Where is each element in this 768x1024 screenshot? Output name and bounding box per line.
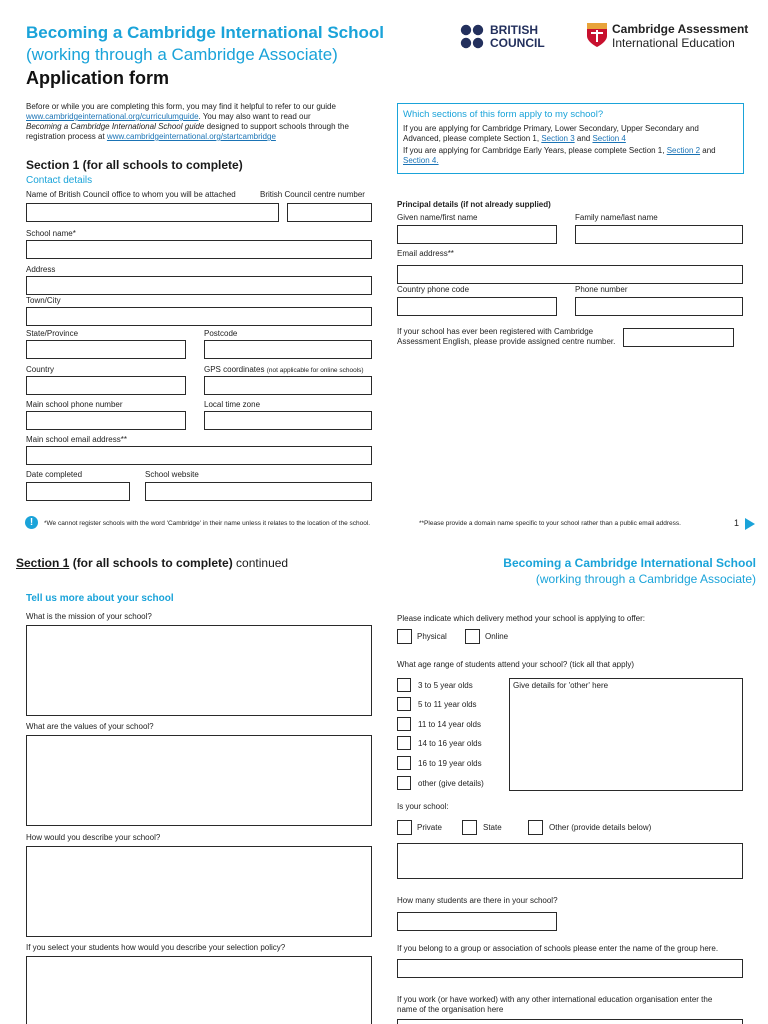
page2-section1-link[interactable]: Section 1 (16, 556, 70, 570)
principal-phone-label: Phone number (575, 285, 628, 294)
form-title: Application form (26, 68, 169, 88)
start-cambridge-link[interactable]: www.cambridgeinternational.org/startcambridge (106, 132, 276, 141)
students-question: How many students are there in your school? (397, 896, 558, 905)
postcode-field[interactable] (204, 340, 372, 359)
phone-field[interactable] (26, 411, 186, 430)
intl-question-2: name of the organisation here (397, 1005, 504, 1014)
gps-field[interactable] (204, 376, 372, 395)
info-box: Which sections of this form apply to my school? If you are applying for Cambridge Primary, Lower Secondary, Upper Secondary and Advanced, please complete Section 1, Section 3 and Section 4 If you are applying for Cambridge Early Years, please complete Section 1, Section 2 and Section 4. (397, 103, 744, 174)
town-field[interactable] (26, 307, 372, 326)
header-title: Becoming a Cambridge International School (26, 23, 384, 42)
principal-email-field[interactable] (397, 265, 743, 284)
given-name-label: Given name/first name (397, 213, 478, 222)
section3-link[interactable]: Section 3 (541, 134, 575, 143)
age-other-checkbox[interactable] (397, 776, 411, 790)
age-11-14-checkbox[interactable] (397, 717, 411, 731)
date-label: Date completed (26, 470, 83, 479)
section2-link[interactable]: Section 2 (666, 146, 701, 155)
info-icon: ! (25, 516, 38, 529)
age-16-19-checkbox[interactable] (397, 756, 411, 770)
other-details-placeholder: Give details for 'other' here (513, 681, 609, 690)
contact-details-heading: Contact details (26, 175, 93, 186)
date-field[interactable] (26, 482, 130, 501)
state-label: State (483, 823, 502, 832)
private-label: Private (417, 823, 442, 832)
bc-logo-line1: BRITISH (490, 23, 538, 37)
school-name-field[interactable] (26, 240, 372, 259)
delivery-question: Please indicate which delivery method your school is applying to offer: (397, 614, 645, 623)
age-other-label: other (give details) (418, 779, 484, 788)
address-label: Address (26, 265, 56, 274)
principal-phone-field[interactable] (575, 297, 743, 316)
other-details-field[interactable] (509, 678, 743, 791)
tell-us-heading: Tell us more about your school (26, 593, 174, 604)
private-checkbox[interactable] (397, 820, 412, 835)
cam-logo-line1: Cambridge Assessment (612, 22, 749, 36)
age-14-16-checkbox[interactable] (397, 736, 411, 750)
age-5-11-label: 5 to 11 year olds (418, 700, 477, 709)
state-label: State/Province (26, 329, 79, 338)
cam-eng-centre-field[interactable] (623, 328, 734, 347)
page2-header-subtitle: (working through a Cambridge Associate) (535, 572, 756, 586)
age-3-5-checkbox[interactable] (397, 678, 411, 692)
website-field[interactable] (145, 482, 372, 501)
address-field[interactable] (26, 276, 372, 295)
intl-field[interactable] (397, 1019, 743, 1024)
physical-label: Physical (417, 632, 447, 641)
physical-checkbox[interactable] (397, 629, 412, 644)
footnote-2: **Please provide a domain name specific to your school rather than a public email address. (419, 520, 681, 527)
age-16-19-label: 16 to 19 year olds (418, 759, 482, 768)
selection-label: If you select your students how would you describe your selection policy? (26, 943, 286, 952)
phone-label: Main school phone number (26, 400, 123, 409)
bc-office-field[interactable] (26, 203, 279, 222)
principal-heading: Principal details (if not already supplied) (397, 200, 551, 209)
gps-label: GPS coordinates (not applicable for online schools) (204, 365, 364, 374)
bc-office-label: Name of British Council office to whom you will be attached (26, 190, 236, 199)
group-field[interactable] (397, 959, 743, 978)
cambridge-logo (586, 22, 756, 50)
british-council-logo (460, 24, 556, 50)
intl-question-1: If you work (or have worked) with any other international education organisation enter the (397, 995, 713, 1004)
town-label: Town/City (26, 296, 61, 305)
other-type-checkbox[interactable] (528, 820, 543, 835)
type-question: Is your school: (397, 802, 449, 811)
group-question: If you belong to a group or association of schools please enter the name of the group here. (397, 944, 719, 953)
postcode-label: Postcode (204, 329, 238, 338)
age-14-16-label: 14 to 16 year olds (418, 739, 482, 748)
students-field[interactable] (397, 912, 557, 931)
family-name-field[interactable] (575, 225, 743, 244)
timezone-field[interactable] (204, 411, 372, 430)
cambridge-shield-icon (586, 22, 608, 48)
mission-field[interactable] (26, 625, 372, 716)
header-subtitle: (working through a Cambridge Associate) (26, 45, 338, 64)
website-label: School website (145, 470, 199, 479)
country-code-label: Country phone code (397, 285, 470, 294)
bc-centre-field[interactable] (287, 203, 372, 222)
next-page-arrow-icon[interactable] (745, 518, 755, 530)
bc-centre-label: British Council centre number (260, 190, 365, 199)
page-number: 1 (734, 518, 740, 528)
online-label: Online (485, 632, 509, 641)
describe-label: How would you describe your school? (26, 833, 161, 842)
cam-logo-line2: International Education (612, 36, 735, 50)
mission-label: What is the mission of your school? (26, 612, 152, 621)
bc-logo-line2: COUNCIL (490, 36, 545, 50)
timezone-label: Local time zone (204, 400, 261, 409)
given-name-field[interactable] (397, 225, 557, 244)
page2-section-heading: Section 1 (for all schools to complete) continued (16, 556, 289, 570)
info-box-title: Which sections of this form apply to my school? (403, 109, 604, 120)
state-checkbox[interactable] (462, 820, 477, 835)
email-label: Main school email address** (26, 435, 127, 444)
section1-title: Section 1 (for all schools to complete) (26, 158, 243, 172)
country-label: Country (26, 365, 55, 374)
section4-link[interactable]: Section 4 (592, 134, 626, 143)
principal-email-label: Email address** (397, 249, 454, 258)
email-field[interactable] (26, 446, 372, 465)
family-name-label: Family name/last name (575, 213, 658, 222)
other-type-label: Other (provide details below) (549, 823, 652, 832)
values-label: What are the values of your school? (26, 722, 154, 731)
cam-eng-label-2: Assessment English, please provide assigned centre number. (397, 337, 616, 346)
footnote-1: *We cannot register schools with the word 'Cambridge' in their name unless it relates to the location of the school. (44, 520, 371, 527)
cam-eng-label-1: If your school has ever been registered with Cambridge (397, 327, 594, 336)
type-details-field[interactable] (397, 843, 743, 879)
country-field[interactable] (26, 376, 186, 395)
school-name-label: School name* (26, 229, 76, 238)
describe-field[interactable] (26, 846, 372, 937)
selection-field[interactable] (26, 956, 372, 1024)
country-code-field[interactable] (397, 297, 557, 316)
section4-link-2[interactable]: Section 4. (403, 156, 439, 165)
curriculum-guide-link[interactable]: www.cambridgeinternational.org/curriculumguide (26, 112, 199, 121)
online-checkbox[interactable] (465, 629, 480, 644)
state-field[interactable] (26, 340, 186, 359)
age-question: What age range of students attend your school? (tick all that apply) (397, 660, 635, 669)
age-5-11-checkbox[interactable] (397, 697, 411, 711)
age-3-5-label: 3 to 5 year olds (418, 681, 473, 690)
intro-paragraph: Before or while you are completing this form, you may find it helpful to refer to our guide www.cambridgeinternational.org/curriculumguide. You may also want to read our Becoming a Cambridge International School guide designed to support schools through the registration process at www.cambridgeinternational.org/startcambridge (26, 102, 349, 141)
page2-header-title: Becoming a Cambridge International School (503, 556, 756, 570)
age-11-14-label: 11 to 14 year olds (418, 720, 482, 729)
values-field[interactable] (26, 735, 372, 826)
